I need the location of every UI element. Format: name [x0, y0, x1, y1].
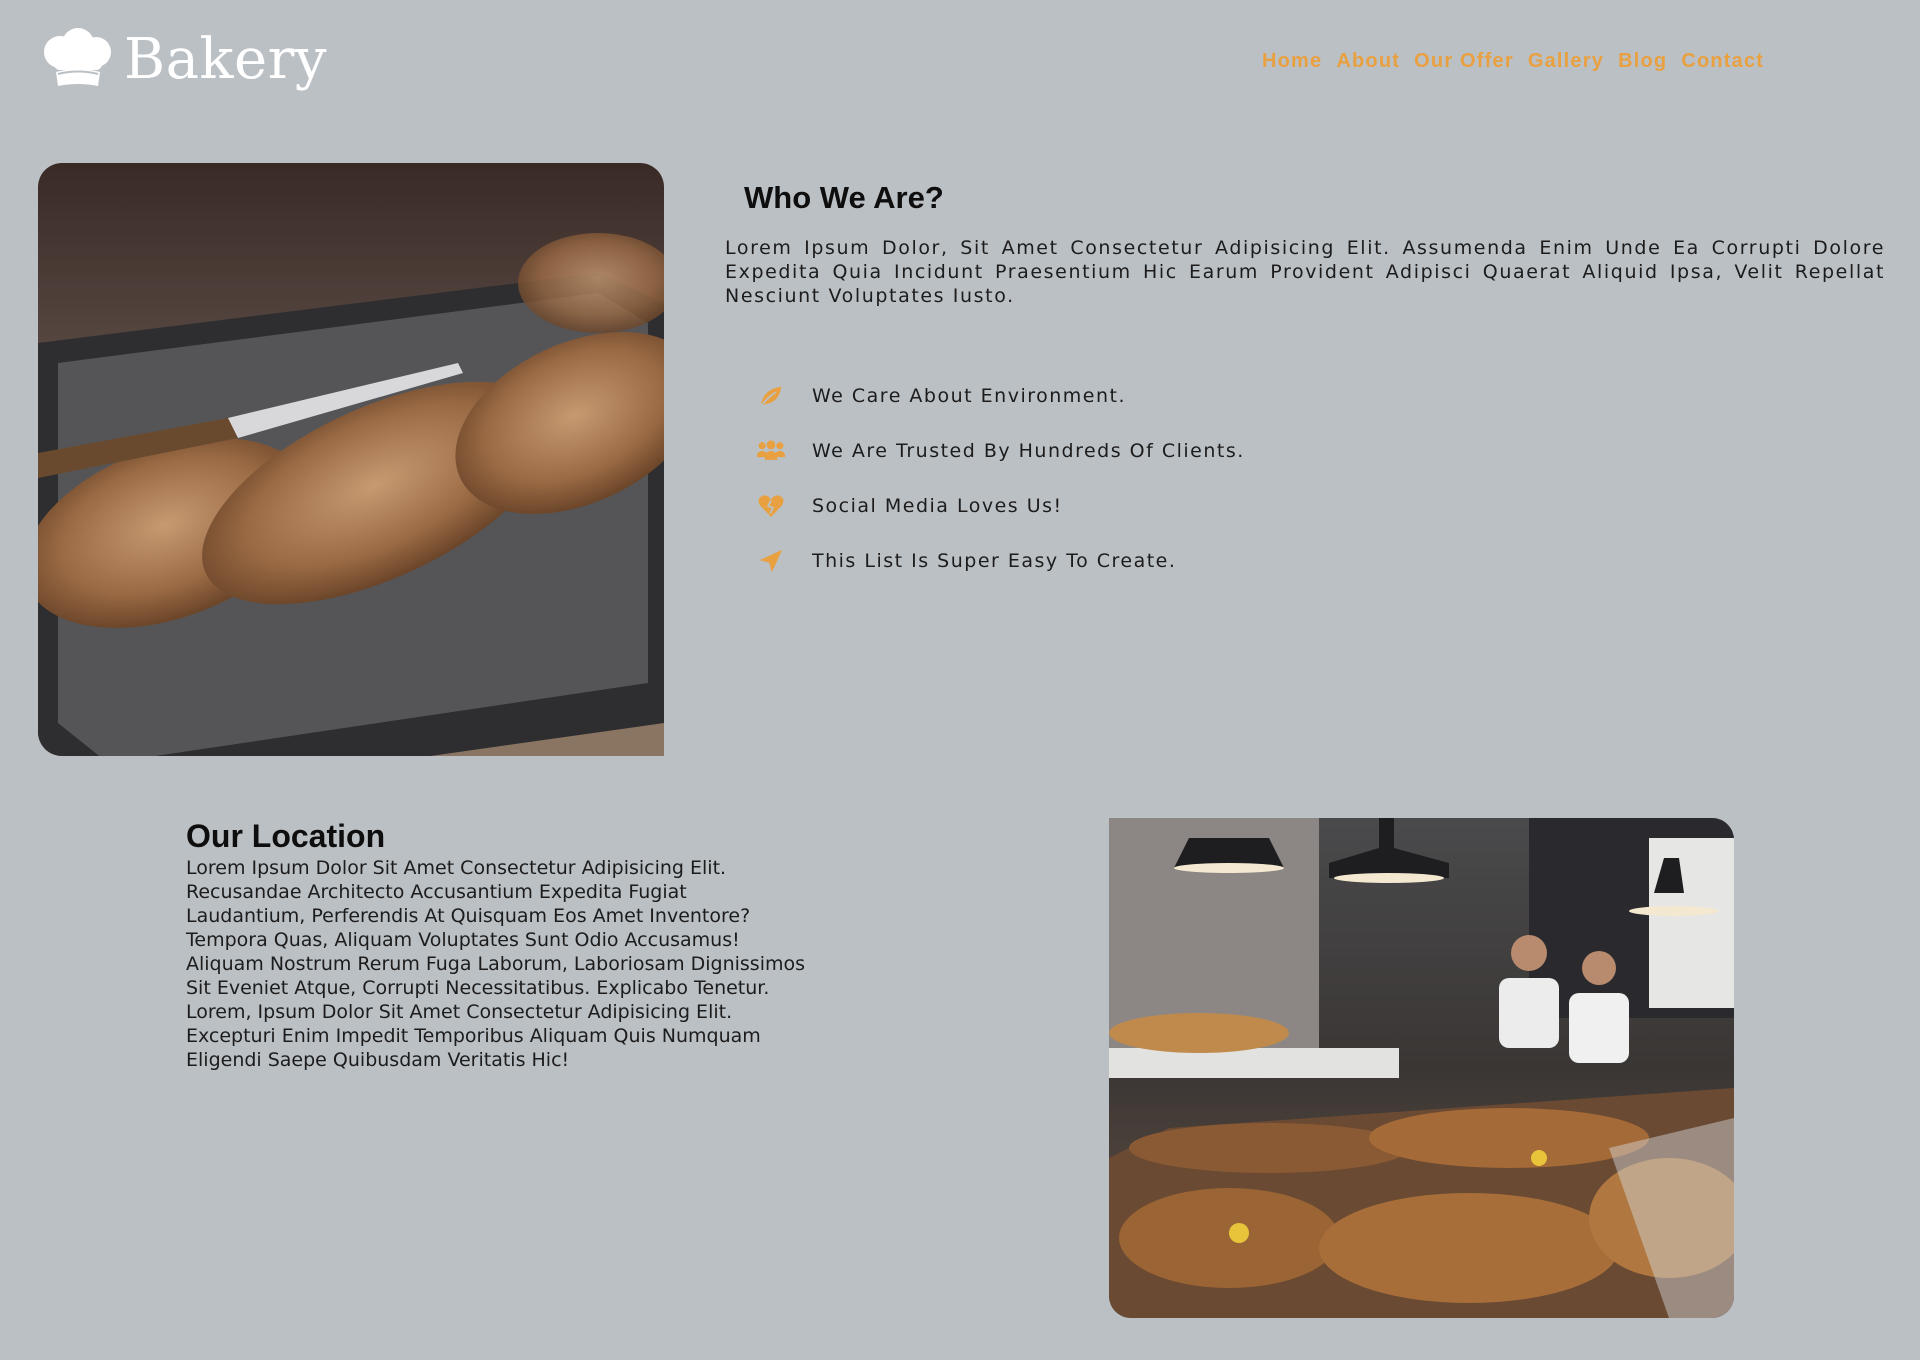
feature-text: This List Is Super Easy To Create. — [812, 549, 1177, 572]
bakery-shop-photo — [1109, 818, 1734, 1318]
who-we-are-title: Who We Are? — [744, 180, 944, 215]
our-location-text: Lorem Ipsum Dolor Sit Amet Consectetur Adipisicing Elit. Recusandae Architecto Accusantium Expedita Fugiat Laudantium, Perferendis At Quisquam Eos Amet Inventore? Tempora Quas, Aliquam Voluptates Sunt Odio Accusamus! Aliquam Nostrum Rerum Fuga Laborum, Laboriosam Dignissimos Sit Eveniet Atque, Corrupti Necessitatibus. Explicabo Tenetur. Lorem, Ipsum Dolor Sit Amet Consectetur Adipisicing Elit. Excepturi Enim Impedit Temporibus Aliquam Quis Numquam Eligendi Saepe Quibusdam Veritatis Hic! — [186, 857, 806, 1071]
bread-tray-photo — [38, 163, 664, 756]
users-icon — [756, 436, 786, 466]
who-we-are-text: Lorem Ipsum Dolor, Sit Amet Consectetur Adipisicing Elit. Assumenda Enim Unde Ea Corrupti Dolore Expedita Quia Incidunt Praesentium Hic Earum Provident Adipisci Quaerat Aliquid Ipsa, Velit Repellat Nesciunt Voluptates Iusto. — [725, 237, 1885, 307]
our-location-title: Our Location — [186, 818, 386, 854]
nav-about[interactable]: About — [1336, 50, 1401, 72]
feature-list — [756, 368, 1245, 588]
feature-text: We Care About Environment. — [812, 384, 1127, 407]
nav-contact[interactable]: Contact — [1681, 50, 1765, 72]
list-item — [756, 478, 1245, 533]
feature-text: Social Media Loves Us! — [812, 494, 1063, 517]
list-item — [756, 368, 1245, 423]
main-nav — [1262, 50, 1764, 73]
nav-our-offer[interactable]: Our Offer — [1414, 50, 1514, 72]
list-item — [756, 533, 1245, 588]
brand-name: Bakery — [124, 27, 328, 92]
nav-home[interactable]: Home — [1262, 50, 1323, 72]
paper-plane-icon — [756, 546, 786, 576]
nav-blog[interactable]: Blog — [1618, 50, 1668, 72]
feature-text: We Are Trusted By Hundreds Of Clients. — [812, 439, 1245, 462]
leaf-icon — [756, 381, 786, 411]
list-item — [756, 423, 1245, 478]
chef-hat-icon — [38, 28, 116, 92]
heart-icon — [756, 491, 786, 521]
nav-gallery[interactable]: Gallery — [1527, 50, 1605, 72]
logo[interactable] — [38, 28, 327, 92]
